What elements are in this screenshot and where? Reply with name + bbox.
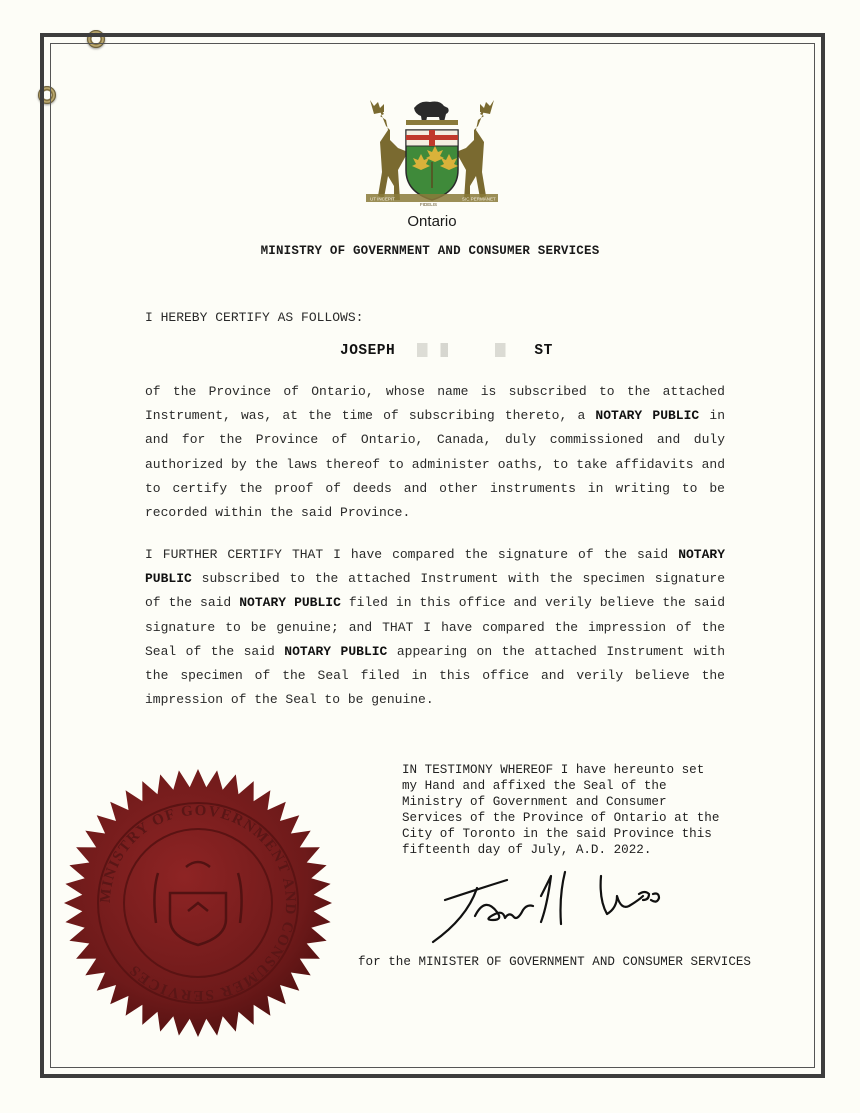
minister-signature-icon xyxy=(425,868,675,948)
testimony-line: City of Toronto in the said Province this xyxy=(402,827,712,841)
name-redacted-portion xyxy=(404,343,534,357)
testimony-line: Services of the Province of Ontario at the xyxy=(402,811,720,825)
certification-paragraph-1 xyxy=(145,380,725,525)
ministry-seal-icon xyxy=(63,768,333,1038)
paragraph-text: I FURTHER CERTIFY THAT I have compared the signature of the said xyxy=(145,547,679,562)
certification-paragraph-2 xyxy=(145,543,725,712)
paragraph-text: in and for the Province of Ontario, Canada, duly commissioned and duly authorized by the laws thereof to administer oaths, to take affidavits and to certify the proof of deeds and other instruments in writing to be recorded within the said Province. xyxy=(145,408,725,521)
intro-line: I HEREBY CERTIFY AS FOLLOWS: xyxy=(145,310,364,325)
seal-ring-text: MINISTRY OF GOVERNMENT AND CONSUMER SERVICES xyxy=(97,802,299,1004)
name-first: JOSEPH xyxy=(340,343,396,359)
testimony-line: my Hand and affixed the Seal of the xyxy=(402,779,667,793)
ontario-coat-of-arms-icon xyxy=(362,96,502,231)
certified-person-name xyxy=(340,343,553,359)
paragraph-text: subscribed to the attached Instrument with the specimen signature of the said xyxy=(145,571,725,611)
name-tail: ST xyxy=(534,343,553,359)
paragraph-text: filed in this office and verily believe the said signature to be genuine; and THAT I have compared the impression of the Seal of the said xyxy=(145,595,725,659)
testimony-line: fifteenth day of July, A.D. 2022. xyxy=(402,843,652,857)
testimony-block xyxy=(402,762,772,858)
notary-public-emphasis: NOTARY PUBLIC xyxy=(145,547,725,587)
crest-label: Ontario xyxy=(407,213,457,230)
paragraph-text: of the Province of Ontario, whose name is subscribed to the attached Instrument, was, at the time of subscribing thereto, a xyxy=(145,384,725,424)
notary-public-emphasis: NOTARY PUBLIC xyxy=(284,643,388,659)
crest-motto-center: FIDELIS xyxy=(420,202,438,207)
notary-public-emphasis: NOTARY PUBLIC xyxy=(239,595,341,611)
testimony-line: Ministry of Government and Consumer xyxy=(402,795,667,809)
ministry-heading: MINISTRY OF GOVERNMENT AND CONSUMER SERVICES xyxy=(260,244,600,258)
testimony-line: IN TESTIMONY WHEREOF I have hereunto set xyxy=(402,763,705,777)
paragraph-text: appearing on the attached Instrument with the specimen of the Seal filed in this office and verily believe the impression of the Seal to be genuine. xyxy=(145,643,726,708)
notary-public-emphasis: NOTARY PUBLIC xyxy=(595,408,700,424)
signature-caption: for the MINISTER OF GOVERNMENT AND CONSUMER SERVICES xyxy=(358,955,751,969)
crest-motto-left: UT INCEPIT xyxy=(370,196,395,202)
crest-motto-right: SIC PERMANET xyxy=(462,196,496,202)
